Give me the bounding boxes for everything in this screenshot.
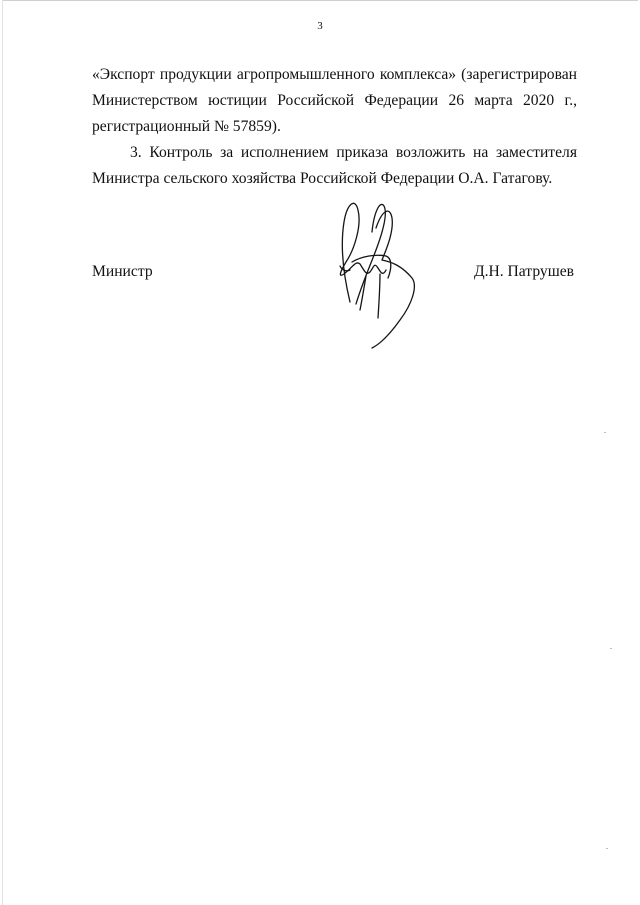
paragraph-2-line-1: 3. Контроль за исполнением приказа возложить на заместителя	[130, 144, 577, 161]
signatory-name: Д.Н. Патрушев	[473, 263, 574, 280]
page-number: 3	[317, 20, 323, 32]
page-edge-top	[2, 0, 638, 3]
scan-speck	[610, 648, 612, 649]
scan-speck	[606, 848, 608, 849]
paragraph-2	[92, 140, 577, 192]
signatory-title: Министр	[92, 263, 153, 280]
paragraph-1-line-2: Министерством юстиции Российской Федерации 26 марта 2020 г.,	[92, 92, 577, 109]
handwritten-signature-icon	[322, 192, 432, 357]
paragraph-2-line-2: Министра сельского хозяйства Российской Федерации О.А. Гатагову.	[92, 170, 553, 187]
paragraph-1-line-3: регистрационный № 57859).	[92, 118, 281, 135]
page-edge-left	[2, 0, 3, 905]
paragraph-1	[92, 62, 577, 140]
paragraph-1-line-1: «Экспорт продукции агропромышленного комплекса» (зарегистрирован	[92, 66, 577, 83]
scan-speck	[604, 432, 606, 433]
